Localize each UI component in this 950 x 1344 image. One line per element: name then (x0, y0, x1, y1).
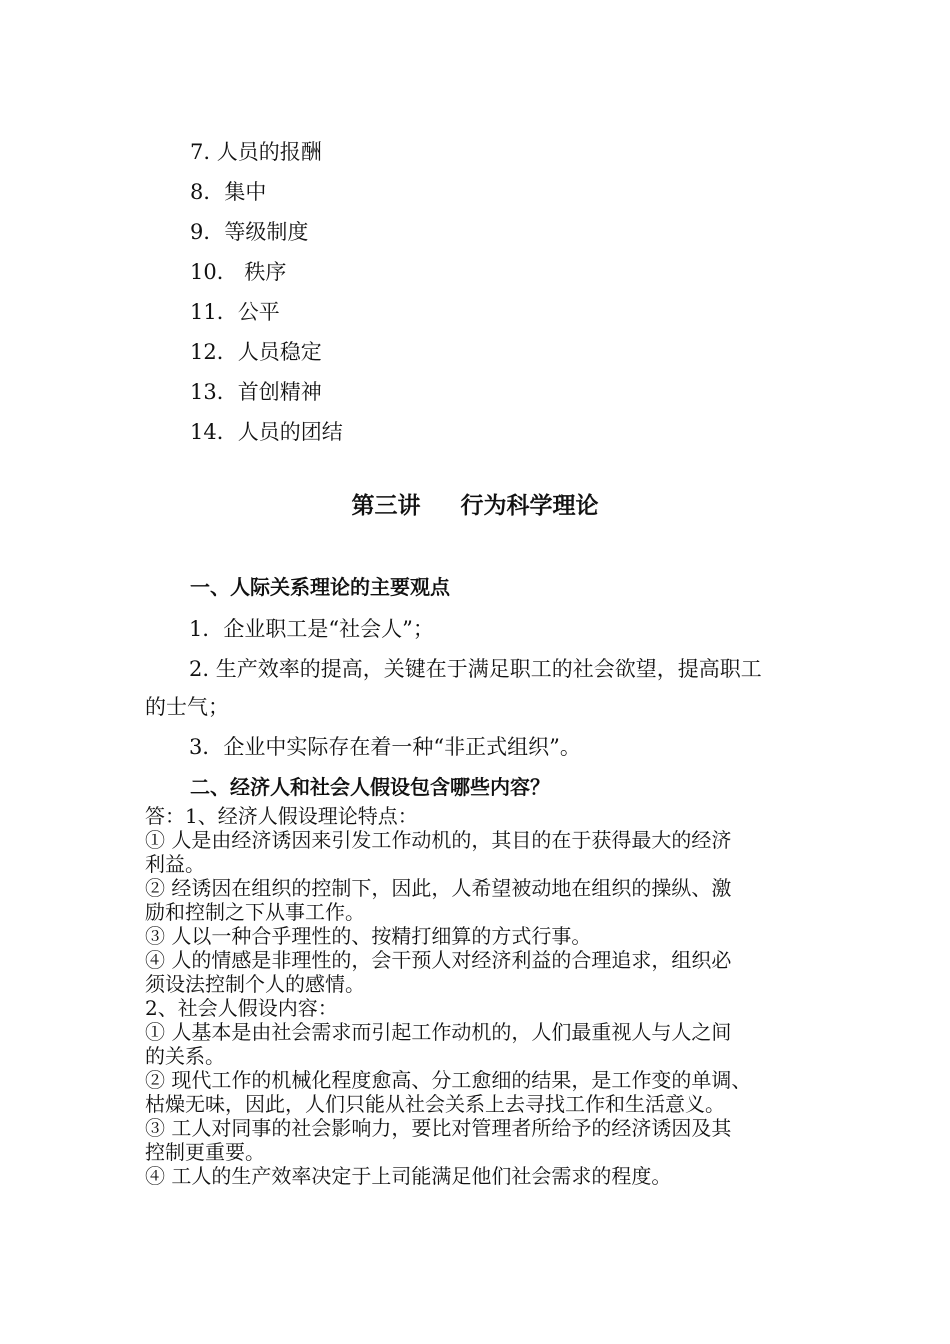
answer-block (145, 804, 815, 1188)
answer-line: ① 人是由经济诱因来引发工作动机的，其目的在于获得最大的经济 (145, 828, 732, 852)
list-item: 12．人员稳定 (190, 340, 322, 364)
paragraph-text: 3．企业中实际存在着一种“非正式组织”。 (189, 735, 581, 759)
list-item: 8．集中 (190, 180, 267, 204)
answer-line: ② 现代工作的机械化程度愈高、分工愈细的结果，是工作变的单调、 (145, 1068, 752, 1092)
list-item: 13．首创精神 (190, 380, 322, 404)
answer-line: 2、社会人假设内容： (145, 996, 338, 1020)
answer-line: 答：1、经济人假设理论特点： (145, 804, 418, 828)
list-item: 11．公平 (190, 300, 280, 324)
list-item: 14．人员的团结 (190, 420, 343, 444)
answer-line: ③ 工人对同事的社会影响力，要比对管理者所给予的经济诱因及其 (145, 1116, 732, 1140)
answer-line: 控制更重要。 (145, 1140, 265, 1164)
list-item: 7. 人员的报酬 (190, 140, 322, 164)
paragraph-2 (145, 650, 815, 726)
paragraph-text: 2. 生产效率的提高，关键在于满足职工的社会欲望，提高职工 (189, 657, 762, 681)
lecture-name: 行为科学理论 (460, 493, 599, 519)
answer-line: ④ 人的情感是非理性的，会干预人对经济利益的合理追求，组织必 (145, 948, 732, 972)
lecture-title (0, 488, 950, 524)
section-heading-2: 二、经济人和社会人假设包含哪些内容？ (190, 775, 550, 799)
answer-line: 枯燥无味，因此，人们只能从社会关系上去寻找工作和生活意义。 (145, 1092, 725, 1116)
paragraph-text: 1．企业职工是“社会人”； (189, 617, 434, 641)
answer-line: 须设法控制个人的感情。 (145, 972, 365, 996)
list-item: 10． 秩序 (190, 260, 287, 284)
answer-line: ③ 人以一种合乎理性的、按精打细算的方式行事。 (145, 924, 592, 948)
section-heading-1: 一、人际关系理论的主要观点 (190, 575, 450, 599)
paragraph-3 (145, 728, 815, 766)
paragraph-text: 的士气； (145, 695, 229, 719)
paragraph-1 (145, 610, 815, 648)
lecture-number: 第三讲 (351, 493, 421, 519)
list-item: 9．等级制度 (190, 220, 309, 244)
answer-line: ① 人基本是由社会需求而引起工作动机的，人们最重视人与人之间 (145, 1020, 732, 1044)
answer-line: 励和控制之下从事工作。 (145, 900, 365, 924)
answer-line: ② 经诱因在组织的控制下，因此，人希望被动地在组织的操纵、激 (145, 876, 732, 900)
principles-list (190, 132, 343, 452)
answer-line: ④ 工人的生产效率决定于上司能满足他们社会需求的程度。 (145, 1164, 672, 1188)
answer-line: 的关系。 (145, 1044, 225, 1068)
answer-line: 利益。 (145, 852, 205, 876)
